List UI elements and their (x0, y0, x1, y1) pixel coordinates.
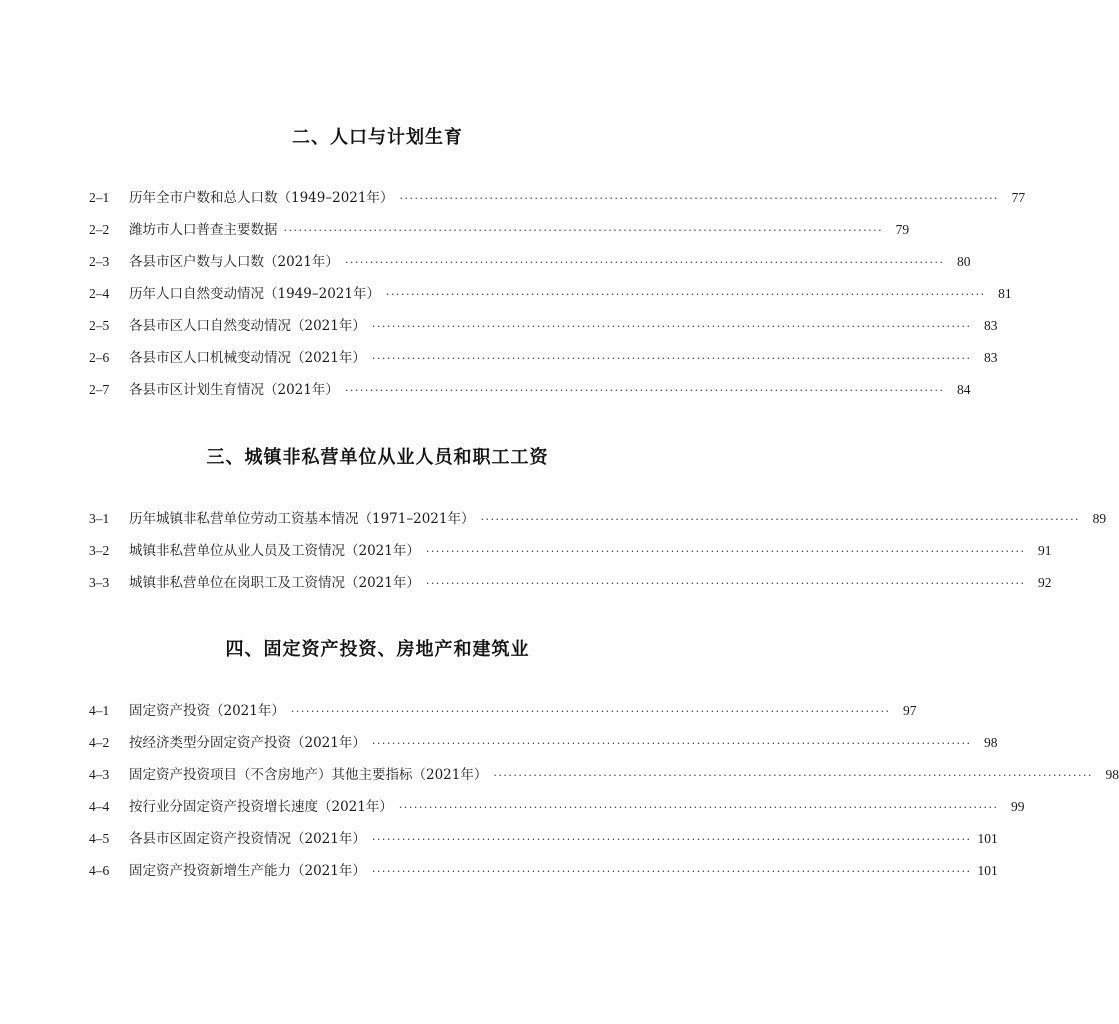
entry-page-number: 89 (1092, 511, 1107, 526)
entry-number: 4–6 (89, 863, 110, 878)
dot-leader: ························································································································ (344, 256, 945, 269)
entry-title: 历年全市户数和总人口数（1949–2021年） (129, 190, 394, 206)
entry-title: 城镇非私营单位从业人员及工资情况（2021年） (129, 543, 420, 559)
toc-entry[interactable] (0, 572, 1052, 594)
entry-number: 3–2 (89, 543, 110, 558)
entry-page-number: 101 (977, 831, 998, 846)
toc-section-population (0, 126, 755, 150)
dot-leader: ························································································································ (371, 865, 972, 878)
entry-page-number: 81 (998, 286, 1012, 301)
entry-title: 历年城镇非私营单位劳动工资基本情况（1971–2021年） (129, 511, 475, 527)
section-title: 四、固定资产投资、房地产和建筑业 (225, 639, 530, 660)
toc-section-investment-construction (0, 638, 755, 662)
entry-page-number: 77 (1011, 190, 1026, 205)
dot-leader: ························································································································ (344, 384, 945, 397)
toc-entry[interactable] (0, 347, 998, 369)
entry-number: 4–3 (89, 767, 110, 782)
toc-entry[interactable] (0, 700, 917, 722)
entry-number: 4–2 (89, 735, 110, 750)
toc-entry[interactable] (0, 540, 1052, 562)
toc-entry[interactable] (0, 828, 998, 850)
entry-page-number: 84 (956, 382, 971, 397)
toc-entry[interactable] (0, 796, 1025, 818)
entry-title: 按行业分固定资产投资增长速度（2021年） (129, 799, 393, 815)
dot-leader: ························································································································ (398, 801, 999, 814)
dot-leader: ························································································································ (283, 224, 884, 237)
section-title: 三、城镇非私营单位从业人员和职工工资 (206, 447, 549, 468)
entry-title: 各县市区计划生育情况（2021年） (129, 382, 339, 398)
toc-entry[interactable] (0, 508, 1107, 530)
dot-leader: ························································································································ (399, 192, 1000, 205)
entry-page-number: 91 (1037, 543, 1052, 558)
entry-number: 4–5 (89, 831, 110, 846)
dot-leader: ························································································································ (425, 545, 1026, 558)
entry-title: 固定资产投资新增生产能力（2021年） (129, 863, 366, 879)
entry-page-number: 98 (983, 735, 998, 750)
entry-number: 2–1 (89, 190, 110, 205)
entry-title: 潍坊市人口普查主要数据 (129, 222, 278, 238)
toc-entry[interactable] (0, 187, 1026, 209)
entry-page-number: 80 (956, 254, 971, 269)
dot-leader: ························································································································ (371, 737, 972, 750)
dot-leader: ························································································································ (385, 288, 986, 301)
entry-title: 各县市区人口自然变动情况（2021年） (129, 318, 366, 334)
toc-section-employment-wages (0, 446, 755, 470)
entry-page-number: 98 (1105, 767, 1119, 782)
entry-title: 历年人口自然变动情况（1949–2021年） (129, 286, 380, 302)
dot-leader: ························································································································ (425, 577, 1026, 590)
entry-number: 3–1 (89, 511, 110, 526)
entry-number: 3–3 (89, 575, 110, 590)
toc-entry[interactable] (0, 764, 1119, 786)
toc-entry[interactable] (0, 860, 998, 882)
dot-leader: ························································································································ (371, 833, 972, 846)
entry-title: 各县市区户数与人口数（2021年） (129, 254, 339, 270)
entry-title: 各县市区人口机械变动情况（2021年） (129, 350, 366, 366)
toc-entry[interactable] (0, 379, 971, 401)
entry-number: 2–6 (89, 350, 110, 365)
toc-entry[interactable] (0, 283, 1012, 305)
section-title: 二、人口与计划生育 (292, 127, 463, 148)
entry-page-number: 92 (1037, 575, 1052, 590)
entry-title: 按经济类型分固定资产投资（2021年） (129, 735, 366, 751)
toc-entry[interactable] (0, 219, 910, 241)
dot-leader: ························································································································ (480, 513, 1081, 526)
dot-leader: ························································································································ (290, 705, 891, 718)
entry-page-number: 101 (977, 863, 998, 878)
dot-leader: ························································································································ (371, 352, 972, 365)
entry-number: 2–5 (89, 318, 110, 333)
entry-number: 2–4 (89, 286, 110, 301)
toc-entry[interactable] (0, 251, 971, 273)
dot-leader: ························································································································ (371, 320, 972, 333)
toc-entry[interactable] (0, 732, 998, 754)
entry-number: 2–2 (89, 222, 110, 237)
entry-page-number: 97 (902, 703, 917, 718)
entry-title: 固定资产投资项目（不含房地产）其他主要指标（2021年） (129, 767, 488, 783)
entry-page-number: 83 (983, 318, 998, 333)
entry-title: 各县市区固定资产投资情况（2021年） (129, 831, 366, 847)
entry-page-number: 79 (895, 222, 910, 237)
toc-entry[interactable] (0, 315, 998, 337)
entry-page-number: 99 (1010, 799, 1025, 814)
entry-number: 2–3 (89, 254, 110, 269)
dot-leader: ························································································································ (493, 769, 1093, 782)
entry-title: 城镇非私营单位在岗职工及工资情况（2021年） (129, 575, 420, 591)
entry-number: 2–7 (89, 382, 110, 397)
entry-number: 4–1 (89, 703, 110, 718)
entry-page-number: 83 (983, 350, 998, 365)
entry-number: 4–4 (89, 799, 110, 814)
entry-title: 固定资产投资（2021年） (129, 703, 285, 719)
